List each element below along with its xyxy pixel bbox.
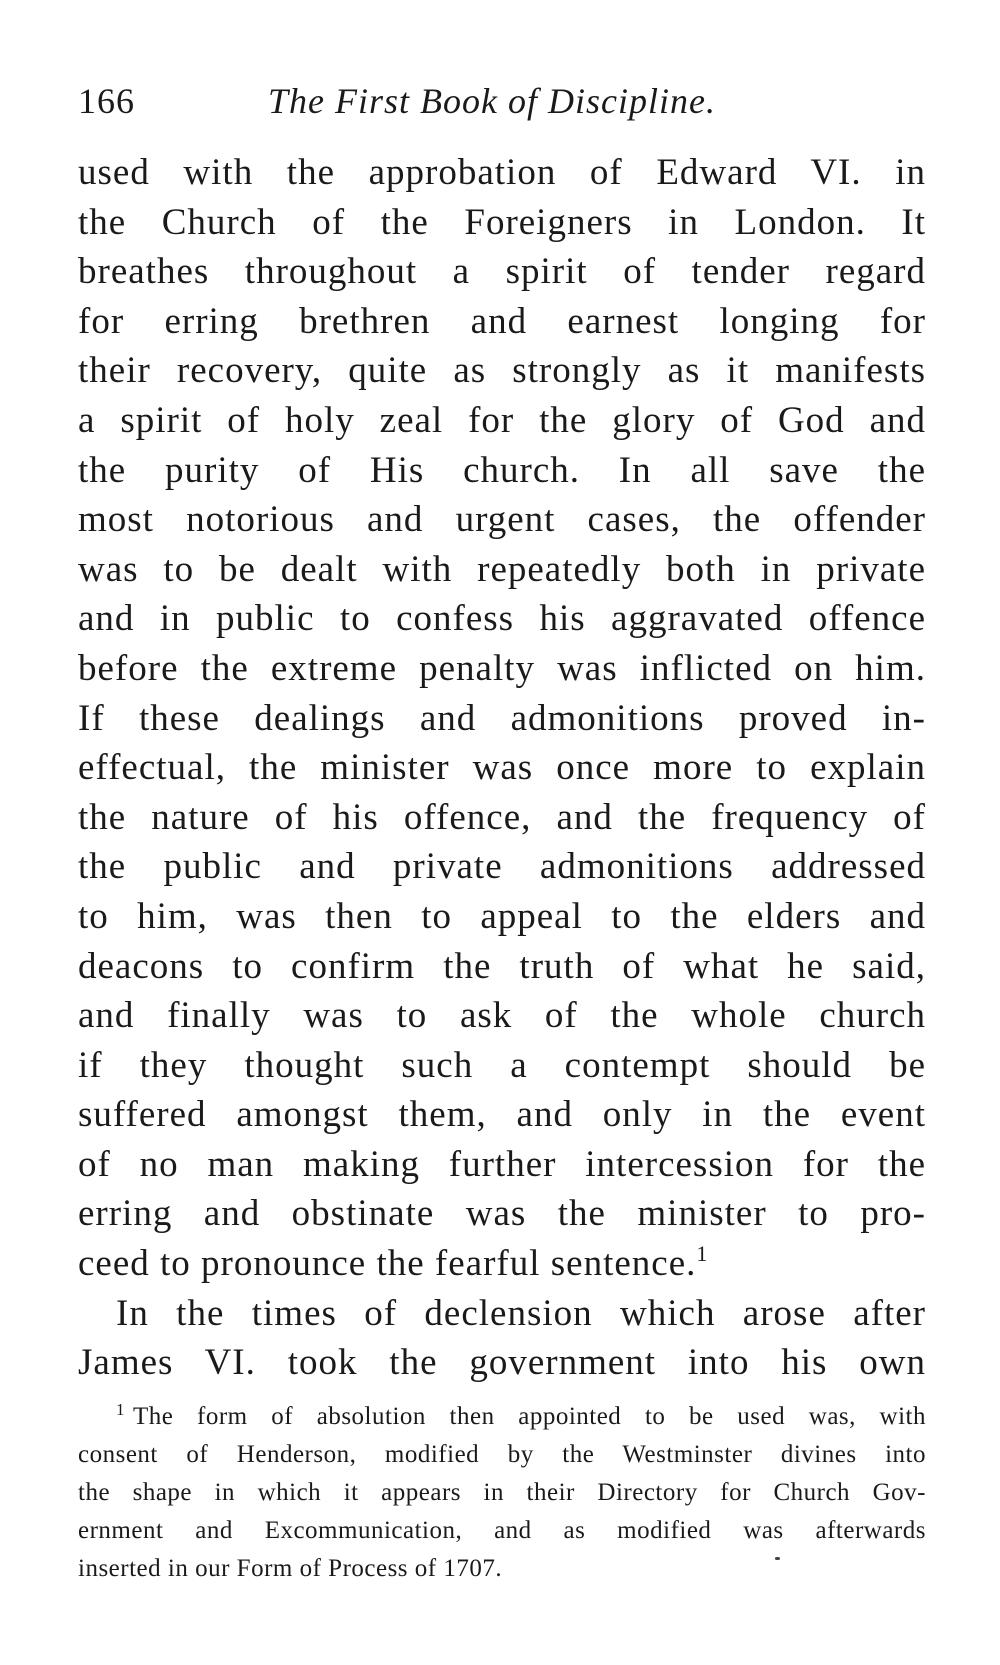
text-line: a spirit of holy zeal for the glory of God and [78, 399, 926, 441]
text-line: effectual, the minister was once more to explain [78, 747, 926, 789]
book-page [78, 80, 926, 1588]
running-title: The First Book of Discipline. [268, 81, 716, 121]
footnote-line: consent of Henderson, modified by the Westminster divines into [78, 1440, 926, 1468]
text-line: If these dealings and admonitions proved in- [78, 697, 926, 739]
paragraph-2 [78, 1289, 926, 1388]
text-line: if they thought such a contempt should be [78, 1044, 926, 1086]
text-line: In the times of declension which arose after [116, 1292, 926, 1334]
text-line: the nature of his offence, and the frequency of [78, 796, 926, 838]
text-line: the public and private admonitions addressed [78, 846, 926, 888]
footnote-reference: 1 [696, 1241, 709, 1267]
text-line: breathes throughout a spirit of tender regard [78, 251, 926, 293]
page-number: 166 [78, 81, 135, 121]
footnote-line: inserted in our Form of Process of 1707. [78, 1554, 503, 1582]
text-line: the purity of His church. In all save the [78, 449, 926, 491]
text-line-content: ceed to pronounce the fearful sentence. [78, 1243, 697, 1285]
text-line: and finally was to ask of the whole church [78, 995, 926, 1037]
footnote-line-first [78, 1398, 926, 1436]
footnote-marker: 1 [116, 1399, 125, 1419]
text-line: was to be dealt with repeatedly both in private [78, 548, 926, 590]
text-line: used with the approbation of Edward VI. in [78, 152, 926, 193]
text-line: most notorious and urgent cases, the offender [78, 499, 926, 541]
text-line: the Church of the Foreigners in London. It [78, 201, 926, 243]
body-text [78, 148, 926, 1388]
running-head [78, 80, 926, 140]
footnote-line: ernment and Excommunication, and as modified was afterwards [78, 1516, 926, 1544]
text-line: and in public to confess his aggravated offence [78, 598, 926, 640]
text-line: deacons to confirm the truth of what he said, [78, 945, 926, 987]
ink-speck [775, 1557, 780, 1560]
footnote-text: The form of absolution then appointed to be used was, with [133, 1402, 926, 1430]
text-line: to him, was then to appeal to the elders and [78, 895, 926, 937]
text-line: James VI. took the government into his own [78, 1342, 926, 1384]
text-line: for erring brethren and earnest longing for [78, 300, 926, 342]
text-line: suffered amongst them, and only in the event [78, 1094, 926, 1136]
text-line: of no man making further intercession for the [78, 1143, 926, 1185]
text-line: their recovery, quite as strongly as it manifests [78, 350, 926, 392]
text-line-last [78, 1239, 926, 1289]
paragraph-1 [78, 148, 926, 1289]
footnote [78, 1398, 926, 1588]
text-line: erring and obstinate was the minister to pro- [78, 1193, 926, 1235]
footnote-line: the shape in which it appears in their Directory for Church Gov- [78, 1478, 926, 1506]
text-line: before the extreme penalty was inflicted on him. [78, 647, 926, 689]
